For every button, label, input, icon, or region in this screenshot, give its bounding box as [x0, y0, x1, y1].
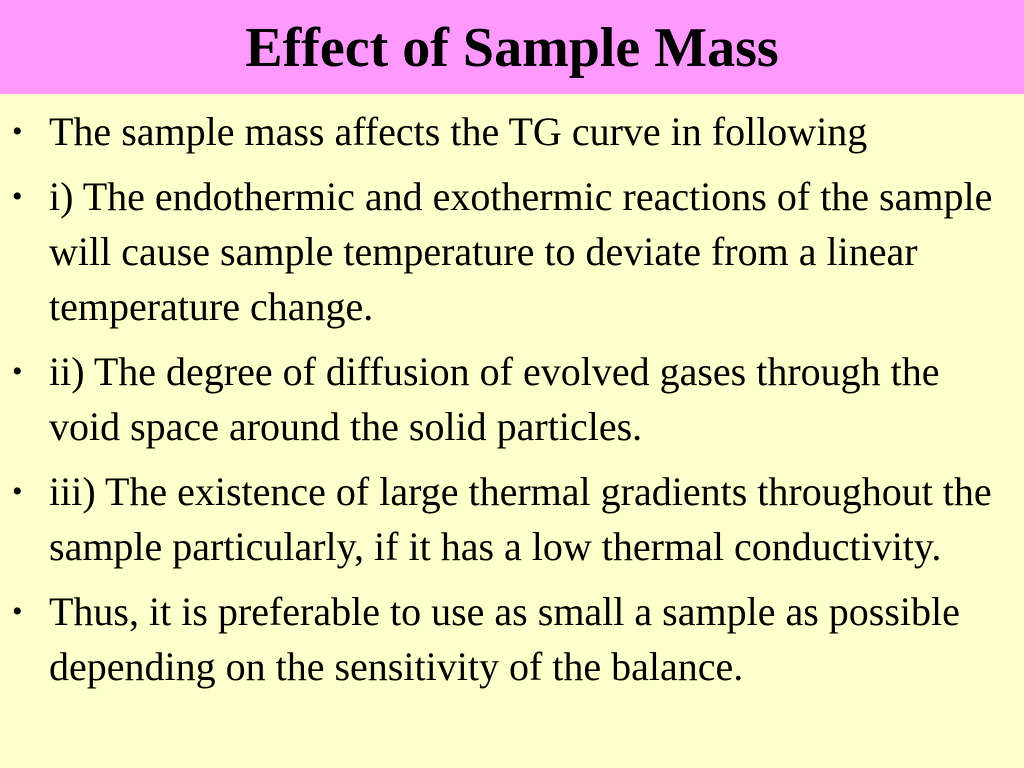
bullet-dot-icon: • [12, 180, 23, 213]
bullet-dot-icon: • [12, 115, 23, 148]
bullet-list [0, 104, 1024, 704]
slide-title: Effect of Sample Mass [245, 17, 779, 79]
bullet-text: iii) The existence of large thermal gradients throughout the sample particularly, if it has a low thermal conductivity. [49, 469, 992, 569]
bullet-item [0, 344, 1024, 454]
bullet-item [0, 169, 1024, 334]
bullet-dot-icon: • [12, 355, 23, 388]
bullet-text: i) The endothermic and exothermic reactions of the sample will cause sample temperature to deviate from a linear temperature change. [49, 174, 993, 329]
bullet-text: ii) The degree of diffusion of evolved gases through the void space around the solid particles. [49, 349, 940, 449]
bullet-item [0, 584, 1024, 694]
bullet-dot-icon: • [12, 475, 23, 508]
title-bar [0, 0, 1024, 94]
bullet-text: Thus, it is preferable to use as small a sample as possible depending on the sensitivity of the balance. [49, 589, 960, 689]
bullet-item [0, 104, 1024, 159]
bullet-dot-icon: • [12, 595, 23, 628]
bullet-item [0, 464, 1024, 574]
bullet-text: The sample mass affects the TG curve in following [49, 109, 868, 154]
